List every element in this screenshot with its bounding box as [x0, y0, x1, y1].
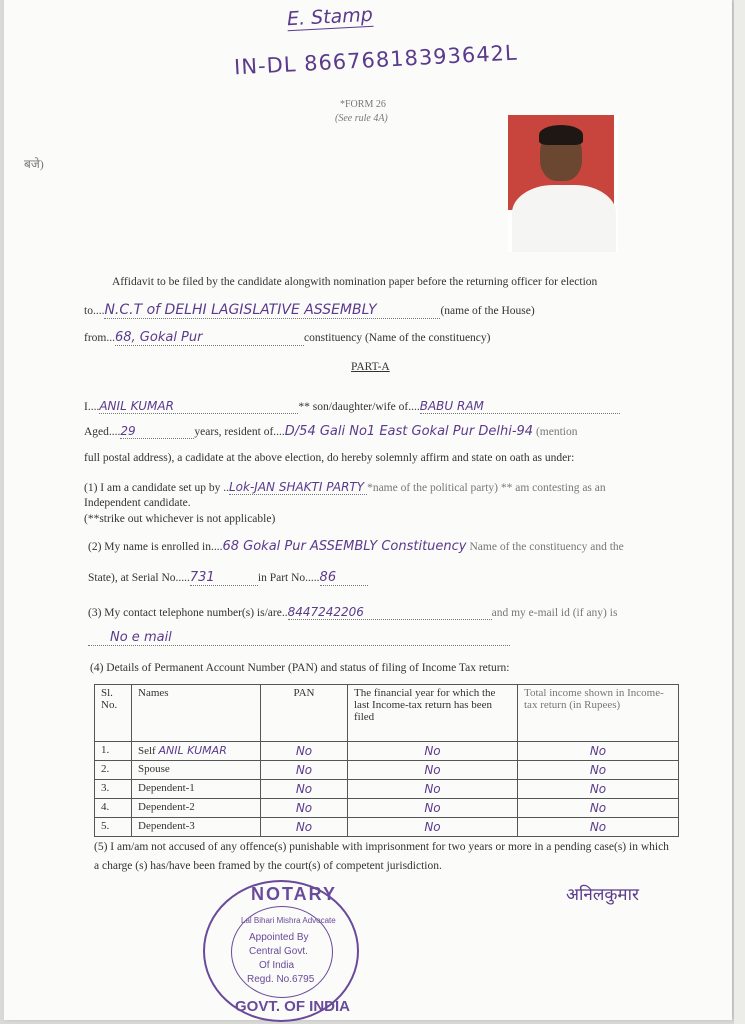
- part-a-heading: PART-A: [351, 361, 390, 373]
- item-1-line: (1) I am a candidate set up by ..Lok-JAN SHAKTI PARTY *name of the political party) ** am contesting as an: [84, 480, 606, 494]
- table-row: 1. Self ANIL KUMAR No No No: [95, 742, 679, 761]
- self-name-value: ANIL KUMAR: [158, 744, 227, 757]
- item-1-strike-note: (**strike out whichever is not applicable): [84, 513, 276, 525]
- house-line: to....N.C.T of DELHI LAGISLATIVE ASSEMBLY (name of the House): [84, 302, 535, 318]
- item-5-line-2: a charge (s) has/have been framed by the court(s) of competent jurisdiction.: [94, 860, 442, 872]
- header-total-income: Total income shown in Income-tax return (in Rupees): [518, 685, 679, 742]
- form-title: *FORM 26: [340, 99, 386, 110]
- father-name: BABU RAM: [420, 399, 620, 414]
- margin-note: बजे): [24, 157, 44, 171]
- item-1-independent: Independent candidate.: [84, 497, 191, 509]
- form-rule: (See rule 4A): [335, 113, 388, 124]
- e-stamp-number: IN-DL 86676818393642L: [233, 40, 519, 80]
- pan-table: [94, 684, 679, 837]
- table-row: 2. Spouse No No No: [95, 761, 679, 780]
- page-edge: [734, 0, 745, 1024]
- email-value: No e mail: [88, 630, 510, 646]
- table-row: 5. Dependent-3 No No No: [95, 818, 679, 837]
- header-sl: Sl. No.: [95, 685, 132, 742]
- intro-text: Affidavit to be filed by the candidate alongwith nomination paper before the returning officer for election: [112, 276, 598, 288]
- address-value: D/54 Gali No1 East Gokal Pur Delhi-94: [284, 424, 534, 439]
- candidate-name: ANIL KUMAR: [99, 399, 298, 414]
- candidate-photo: [508, 115, 618, 252]
- item-2-serial-line: State), at Serial No.....731 in Part No.....86: [88, 570, 368, 586]
- enrolled-value: 68 Gokal Pur ASSEMBLY Constituency: [222, 539, 467, 554]
- email-line: [88, 630, 510, 646]
- age-value: 29: [120, 424, 194, 439]
- postal-line: full postal address), a cadidate at the above election, do hereby solemnly affirm and state on oath as under:: [84, 452, 575, 464]
- house-value: N.C.T of DELHI LAGISLATIVE ASSEMBLY: [104, 302, 440, 319]
- constituency-line: from...68, Gokal Pur constituency (Name of the constituency): [84, 330, 491, 345]
- header-pan: PAN: [261, 685, 348, 742]
- age-line: Aged....29 years, resident of....D/54 Gali No1 East Gokal Pur Delhi-94 (mention: [84, 424, 578, 439]
- item-5-line-1: (5) I am/am not accused of any offence(s) punishable with imprisonment for two years or more in a pending case(s) in which: [94, 841, 669, 853]
- e-stamp-title: E. Stamp: [286, 3, 374, 31]
- part-no-value: 86: [320, 570, 368, 586]
- header-financial-year: The financial year for which the last Income-tax return has been filed: [348, 685, 518, 742]
- constituency-value: 68, Gokal Pur: [115, 330, 304, 346]
- table-row: 4. Dependent-2 No No No: [95, 799, 679, 818]
- name-line: I....ANIL KUMAR ** son/daughter/wife of....BABU RAM: [84, 399, 620, 414]
- phone-value: 8447242206: [288, 605, 492, 620]
- table-row: 3. Dependent-1 No No No: [95, 780, 679, 799]
- table-header-row: [95, 685, 679, 742]
- header-names: Names: [132, 685, 261, 742]
- serial-value: 731: [190, 570, 258, 586]
- notary-seal: NOTARY Lal Bihari Mishra Advocate Appointed By Central Govt. Of India Regd. No.6795 GOVT. OF INDIA: [203, 880, 359, 1022]
- party-value: Lok-JAN SHAKTI PARTY: [229, 480, 367, 495]
- item-2-line: (2) My name is enrolled in....68 Gokal Pur ASSEMBLY Constituency Name of the constituency and the: [88, 539, 624, 554]
- candidate-signature: अनिलकुमार: [566, 885, 639, 905]
- item-4-title: (4) Details of Permanent Account Number (PAN) and status of filing of Income Tax return:: [90, 662, 510, 674]
- item-3-line: (3) My contact telephone number(s) is/are..8447242206 and my e-mail id (if any) is: [88, 605, 618, 619]
